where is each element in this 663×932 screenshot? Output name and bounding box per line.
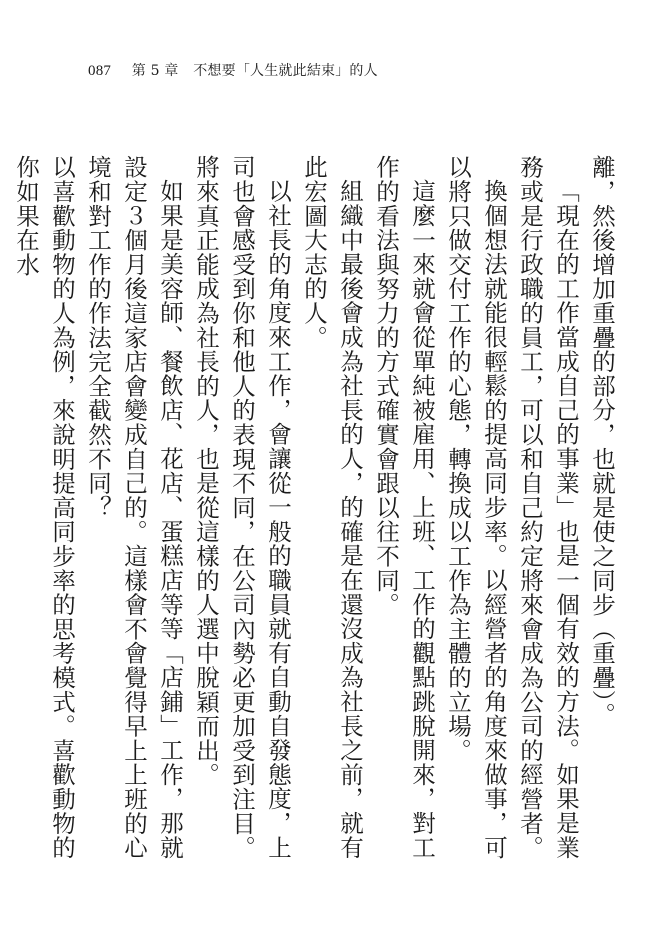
- paragraph-2: 「現在的工作當成自己的事業」也是一個有效的方法。如果是業務或是行政職的員工，可以和自己約定將來會成為公司的經營者。: [516, 155, 580, 860]
- paragraph-6: 以社長的角度來工作，會讓從一般的職員就有自動自發態度，上司也會感受到你和他人的表現不同，在公司內勢必更加受到注目。將來真正能成為社長的人，也是從這樣的人選中脫穎而出。: [192, 155, 292, 860]
- paragraph-8: 以喜歡動物的人為例，來說明提高同步率的思考模式。喜歡動物的你如果在水: [12, 155, 76, 860]
- paragraph-1: 離，然後增加重疊的部分，也就是使之同步（重疊）。: [588, 155, 616, 727]
- running-head: [88, 62, 378, 80]
- body-text: [12, 155, 620, 875]
- paragraph-4: 這麼一來就會從單純被雇用、上班、工作的觀點跳脫開來，對工作的看法與努力的方式確實會跟以往不同。: [372, 155, 436, 859]
- chapter-label: 第 5 章: [131, 63, 179, 79]
- chapter-title: 不想要「人生就此結束」的人: [193, 63, 378, 79]
- page-number: 087: [88, 63, 112, 79]
- paragraph-3: 換個想法就能很輕鬆的提高同步率。以經營者的角度來做事，可以將只做交付工作的心態，轉換成以工作為主體的立場。: [444, 155, 508, 859]
- paragraph-7: 如果是美容師、餐飲店、花店、蛋糕店等等「店鋪」工作，那就設定３個月後這家店會變成自己的。這樣會不會覺得早上上班的心境和對工作的作法完全截然不同？: [84, 155, 184, 860]
- paragraph-5: 組織中最後會成為社長的人，的確是在還沒成為社長之前，就有此宏圖大志的人。: [300, 155, 364, 859]
